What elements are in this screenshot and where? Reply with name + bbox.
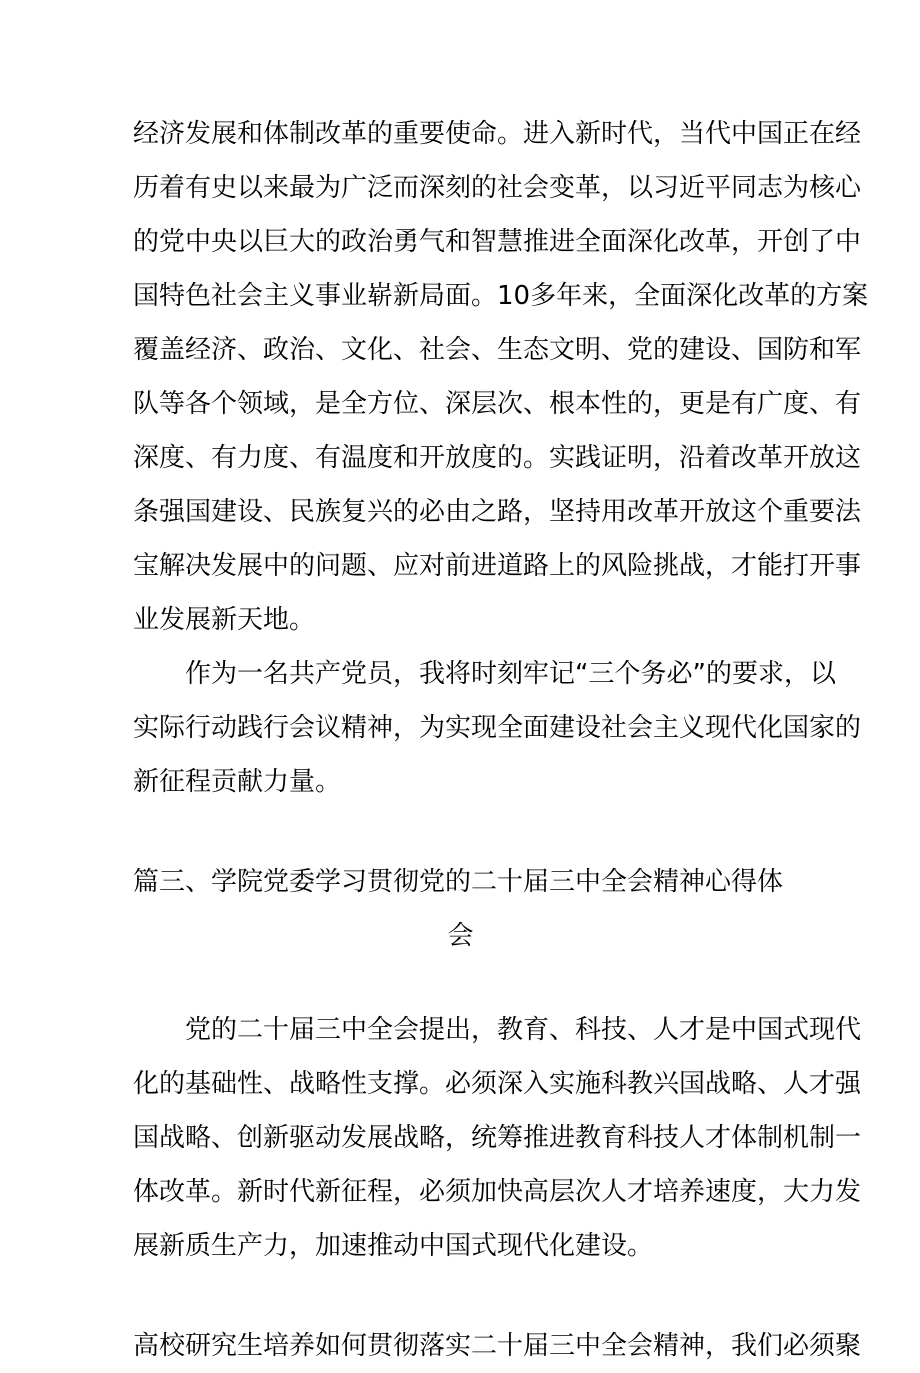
section-heading-line-1: 篇三、学院党委学习贯彻党的二十届三中全会精神心得体 (133, 867, 784, 897)
text-line: 体改革。新时代新征程，必须加快高层次人才培养速度，大力发 (133, 1177, 862, 1207)
text-line: 作为一名共产党员，我将时刻牢记“三个务必”的要求，以 (185, 659, 836, 689)
text-line: 宝解决发展中的问题、应对前进道路上的风险挑战，才能打开事 (133, 551, 862, 581)
text-line: 国战略、创新驱动发展战略，统筹推进教育科技人才体制机制一 (133, 1123, 862, 1153)
text-line: 党的二十届三中全会提出，教育、科技、人才是中国式现代 (185, 1015, 862, 1045)
paragraph-education-talent (133, 1003, 862, 1273)
text-line: 新征程贡献力量。 (133, 767, 342, 797)
text-line: 业发展新天地。 (133, 605, 316, 635)
text-line: 深度、有力度、有温度和开放度的。实践证明，沿着改革开放这 (133, 443, 862, 473)
section-heading-line-2: 会 (447, 921, 474, 951)
paragraph-reform-mission (133, 107, 869, 647)
text-line: 高校研究生培养如何贯彻落实二十届三中全会精神，我们必须聚 (133, 1331, 862, 1361)
text-line: 国特色社会主义事业崭新局面。10多年来，全面深化改革的方案 (133, 281, 869, 311)
paragraph-graduate-training (133, 1319, 862, 1373)
text-line: 经济发展和体制改革的重要使命。进入新时代，当代中国正在经 (133, 119, 862, 149)
text-line: 展新质生产力，加速推动中国式现代化建设。 (133, 1231, 654, 1261)
text-line: 化的基础性、战略性支撑。必须深入实施科教兴国战略、人才强 (133, 1069, 862, 1099)
section-heading (133, 855, 788, 963)
section-spacer (133, 809, 788, 855)
text-line: 的党中央以巨大的政治勇气和智慧推进全面深化改革，开创了中 (133, 227, 862, 257)
document-page (133, 107, 869, 1373)
text-line: 历着有史以来最为广泛而深刻的社会变革，以习近平同志为核心 (133, 173, 862, 203)
paragraph-party-member-pledge (133, 647, 862, 809)
text-line: 实际行动践行会议精神，为实现全面建设社会主义现代化国家的 (133, 713, 862, 743)
section-spacer (133, 963, 788, 1003)
text-line: 条强国建设、民族复兴的必由之路，坚持用改革开放这个重要法 (133, 497, 862, 527)
section-spacer (133, 1273, 788, 1319)
text-line: 覆盖经济、政治、文化、社会、生态文明、党的建设、国防和军 (133, 335, 862, 365)
text-line: 队等各个领域，是全方位、深层次、根本性的，更是有广度、有 (133, 389, 862, 419)
